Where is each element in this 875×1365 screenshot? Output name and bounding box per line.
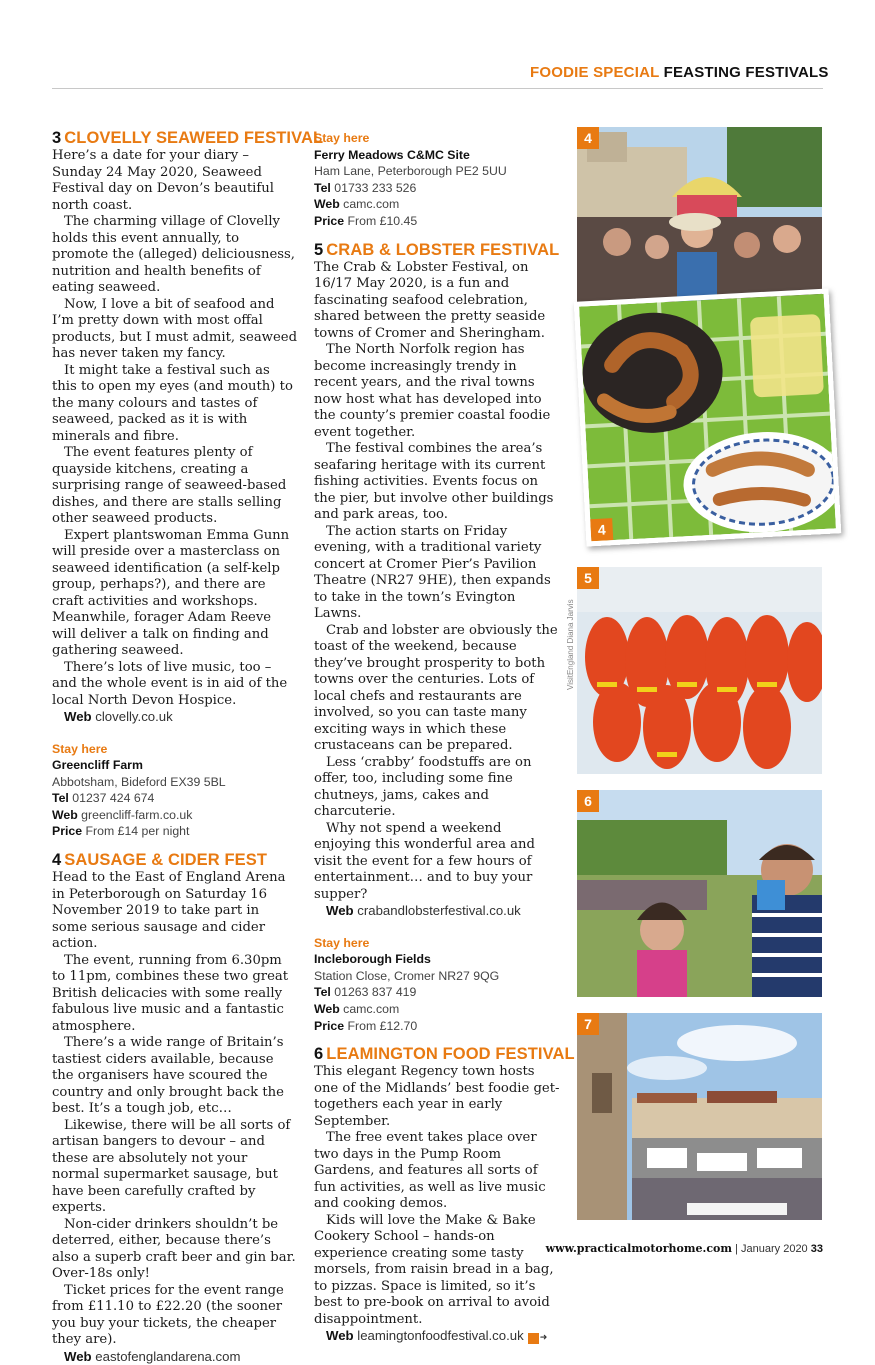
stay-price: Price From £14 per night [52, 824, 190, 839]
photo-number-badge: 5 [577, 567, 599, 589]
body-paragraph: Non-cider drinkers shouldn’t be deterred, either, because there’s also a superb craft beer and gin bar. Over-18s only! [52, 1216, 296, 1282]
section-3-body [52, 148, 298, 709]
stay-tel: Tel 01263 837 419 [314, 985, 417, 1000]
footer-issue: January 2020 [741, 1243, 808, 1255]
body-paragraph: The Crab & Lobster Festival, on 16/17 May 2020, is a fun and fascinating seafood celebration, shared between the pretty seaside towns of Cromer and Sheringham. [314, 259, 546, 341]
section-5-title: 5 CRAB & LOBSTER FESTIVAL [314, 240, 560, 259]
header-rule [52, 88, 823, 89]
body-paragraph: Ticket prices for the event range from £11.10 to £22.20 (the sooner you buy your tickets, the cheaper they are). [52, 1282, 284, 1348]
section-4-web: Web eastofenglandarena.com [64, 1348, 241, 1364]
body-paragraph: It might take a festival such as this to open my eyes (and mouth) to the many colours and tastes of seaweed, packed as it is with minerals and fibre. [52, 362, 293, 444]
footer-url[interactable]: www.practicalmotorhome.com [545, 1242, 733, 1255]
lobsters-image [577, 567, 822, 774]
page-number: 33 [810, 1243, 823, 1255]
stay-link[interactable]: camc.com [343, 1001, 400, 1016]
body-paragraph: The North Norfolk region has become increasingly trendy in recent years, and the rival towns now host what has developed into the county’s premier coastal foodie event together. [314, 342, 551, 440]
section-5-link[interactable]: crabandlobsterfestival.co.uk [357, 903, 521, 919]
body-paragraph: The free event takes place over two days in the Pump Room Gardens, and features all sorts of fun activities, as well as live music and cooking demos. [314, 1130, 546, 1212]
body-paragraph: Kids will love the Make & Bake Cookery School – hands-on experience creating some tasty morsels, from raisin bread in a bag, to pizzas. Space is limited, so it’s best to pre-book on arrival to avoid disappointment. [314, 1212, 554, 1327]
column-1 [52, 128, 324, 1365]
section-4-link[interactable]: eastofenglandarena.com [95, 1348, 241, 1364]
section-6-body [314, 1064, 562, 1328]
body-paragraph: Expert plantswoman Emma Gunn will preside over a masterclass on seaweed identification (a self-kelp group, perhaps?), and there are craft activities and workshops. Meanwhile, forager Adam Reeve will deliver a talk on finding and gathering seaweed. [52, 527, 290, 658]
body-paragraph: The event features plenty of quayside kitchens, creating a surprising range of seaweed-based dishes, and there are stalls selling other seaweed products. [52, 445, 287, 526]
photo-number-badge: 4 [590, 518, 613, 541]
sausages-image [579, 294, 836, 542]
body-paragraph: The action starts on Friday evening, with a traditional variety concert at Cromer Pier’s Pavilion Theatre (NR27 9HE), then expands to take in the town’s Evington Lawns. [314, 523, 551, 622]
stay-name: Greencliff Farm [52, 758, 143, 773]
photo-number-badge: 7 [577, 1013, 599, 1035]
stay-heading: Stay here [314, 131, 370, 145]
festival-crowd-image [577, 127, 822, 302]
stay-here-box-5 [314, 935, 562, 1035]
section-3-web: Web clovelly.co.uk [64, 709, 173, 724]
body-paragraph: Here’s a date for your diary – Sunday 24 May 2020, Seaweed Festival day on Devon’s beautiful north coast. [52, 148, 274, 213]
section-6-web: Web leamingtonfoodfestival.co.uk ➜ [326, 1328, 548, 1344]
section-5-body [314, 260, 562, 904]
stay-name: Incleborough Fields [314, 952, 431, 967]
stay-here-box-3 [52, 741, 298, 841]
photo-leamington-town [577, 1013, 822, 1220]
stay-tel: Tel 01733 233 526 [314, 180, 417, 195]
stay-here-box-4 [314, 130, 562, 230]
photo-number-badge: 6 [577, 790, 599, 812]
photo-festival-crowd [577, 127, 822, 302]
stay-address: Station Close, Cromer NR27 9QG [314, 968, 500, 983]
stay-heading: Stay here [52, 741, 108, 756]
header-kicker: FOODIE SPECIAL [530, 64, 660, 81]
body-paragraph: There’s lots of live music, too – and the whole event is in aid of the local North Devon Hospice. [52, 659, 288, 708]
body-paragraph: Why not spend a weekend enjoying this wonderful area and visit the event for a few hours of entertainment… and to buy your supper? [314, 820, 535, 902]
body-paragraph: Less ‘crabby’ foodstuffs are on offer, too, including some fine chutneys, jams, cakes and charcuterie. [314, 754, 532, 820]
photo-number-badge: 4 [577, 127, 599, 149]
body-paragraph: The festival combines the area’s seafaring heritage with its current fishing activities. Events focus on the pier, but involve other buildings and park areas, too. [314, 441, 554, 523]
body-paragraph: The charming village of Clovelly holds this event annually, to promote the (alleged) deliciousness, nutrition and health benefits of eating seaweed. [52, 214, 295, 295]
stay-price: Price From £10.45 [314, 213, 418, 228]
body-paragraph: Now, I love a bit of seafood and I’m pretty down with most offal products, but I must admit, seaweed has never taken my fancy. [52, 296, 298, 361]
stay-link[interactable]: camc.com [343, 197, 400, 212]
stay-address: Ham Lane, Peterborough PE2 5UU [314, 164, 507, 179]
body-paragraph: Head to the East of England Arena in Peterborough on Saturday 16 November 2019 to take part in some serious sausage and cider action. [52, 870, 286, 952]
body-paragraph: Crab and lobster are obviously the toast of the weekend, because they’ve brought prosperity to both towns over the centuries. Lots of local chefs and restaurants are involved, so you can taste many exciting ways in which these crustaceans can be prepared. [314, 622, 558, 754]
section-4-title: 4 SAUSAGE & CIDER FEST [52, 851, 268, 870]
section-header [530, 64, 829, 81]
continue-arrow-icon: ➜ [528, 1333, 539, 1344]
stay-web: Web camc.com [314, 197, 400, 212]
body-paragraph: There’s a wide range of Britain’s tastiest ciders available, because the organisers have scoured the country and only brought back the best. It’s a tough job, etc… [52, 1035, 284, 1117]
body-paragraph: This elegant Regency town hosts one of the Midlands’ best foodie get-togethers each year in early September. [314, 1064, 560, 1129]
stay-heading: Stay here [314, 935, 370, 950]
section-6-title: 6 LEAMINGTON FOOD FESTIVAL [314, 1045, 575, 1064]
photo-lobsters [577, 567, 822, 774]
photo-children-eating [577, 790, 822, 997]
body-paragraph: The event, running from 6.30pm to 11pm, combines these two great British delicacies with some really fabulous live music and a fantastic atmosphere. [52, 952, 289, 1034]
stay-link[interactable]: greencliff-farm.co.uk [81, 807, 193, 822]
leamington-town-image [577, 1013, 822, 1220]
stay-price: Price From £12.70 [314, 1018, 418, 1033]
page-footer: www.practicalmotorhome.com | January 2020 33 [545, 1242, 823, 1255]
stay-tel: Tel 01237 424 674 [52, 791, 155, 806]
section-4-body [52, 870, 298, 1349]
stay-address: Abbotsham, Bideford EX39 5BL [52, 774, 226, 789]
stay-web: Web greencliff-farm.co.uk [52, 807, 193, 822]
section-3-title: 3 CLOVELLY SEAWEED FESTIVAL [52, 129, 324, 147]
stay-name: Ferry Meadows C&MC Site [314, 147, 470, 162]
section-5-web: Web crabandlobsterfestival.co.uk [326, 903, 521, 919]
children-eating-image [577, 790, 822, 997]
photo-sausages [574, 288, 841, 546]
stay-web: Web camc.com [314, 1001, 400, 1016]
section-6-link[interactable]: leamingtonfoodfestival.co.uk [357, 1328, 524, 1344]
photo-credit: VisitEngland Diana Jarvis [566, 599, 575, 690]
body-paragraph: Likewise, there will be all sorts of artisan bangers to devour – and these are absolutely not your normal supermarket sausage, but have been carefully crafted by experts. [52, 1117, 291, 1216]
section-3-link[interactable]: clovelly.co.uk [95, 709, 173, 724]
header-title: FEASTING FESTIVALS [663, 64, 829, 81]
